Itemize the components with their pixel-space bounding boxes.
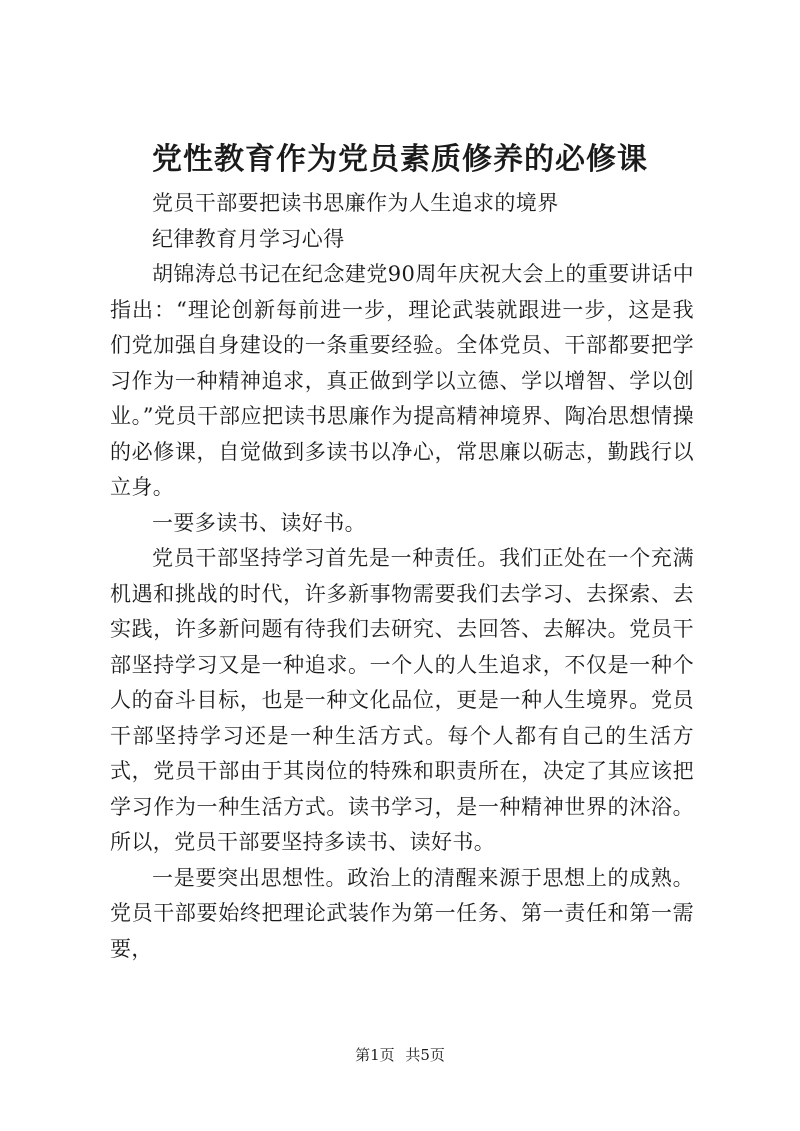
subtitle-paragraph: 党员干部要把读书思廉作为人生追求的境界 bbox=[152, 191, 559, 215]
subtitle-paragraph: 纪律教育月学习心得 bbox=[152, 226, 345, 251]
section-heading: 一要多读书、读好书。 bbox=[152, 510, 366, 535]
document-body bbox=[110, 186, 694, 967]
body-paragraph: 一是要突出思想性。政治上的清醒来源于思想上的成熟。党员干部要始终把理论武装作为第一任务、第一责任和第一需要， bbox=[110, 865, 694, 961]
page-number: 第1页 bbox=[355, 1046, 395, 1064]
page-footer bbox=[0, 1045, 800, 1065]
page-total: 共5页 bbox=[405, 1046, 445, 1064]
body-paragraph: 胡锦涛总书记在纪念建党90周年庆祝大会上的重要讲话中指出：“理论创新每前进一步，理论武装就跟进一步，这是我们党加强自身建设的一条重要经验。全体党员、干部都要把学习作为一种精神追求，真正做到学以立德、学以增智、学以创业。”党员干部应把读书思廉作为提高精神境界、陶冶思想情操的必修课，自觉做到多读书以净心，常思廉以砺志，勤践行以立身。 bbox=[110, 262, 694, 499]
body-paragraph: 党员干部坚持学习首先是一种责任。我们正处在一个充满机遇和挑战的时代，许多新事物需要我们去学习、去探索、去实践，许多新问题有待我们去研究、去回答、去解决。党员干部坚持学习又是一种追求。一个人的人生追求，不仅是一种个人的奋斗目标，也是一种文化品位，更是一种人生境界。党员干部坚持学习还是一种生活方式。每个人都有自己的生活方式，党员干部由于其岗位的特殊和职责所在，决定了其应该把学习作为一种生活方式。读书学习，是一种精神世界的沐浴。所以，党员干部要坚持多读书、读好书。 bbox=[110, 546, 694, 854]
document-title: 党性教育作为党员素质修养的必修课 bbox=[152, 142, 648, 177]
